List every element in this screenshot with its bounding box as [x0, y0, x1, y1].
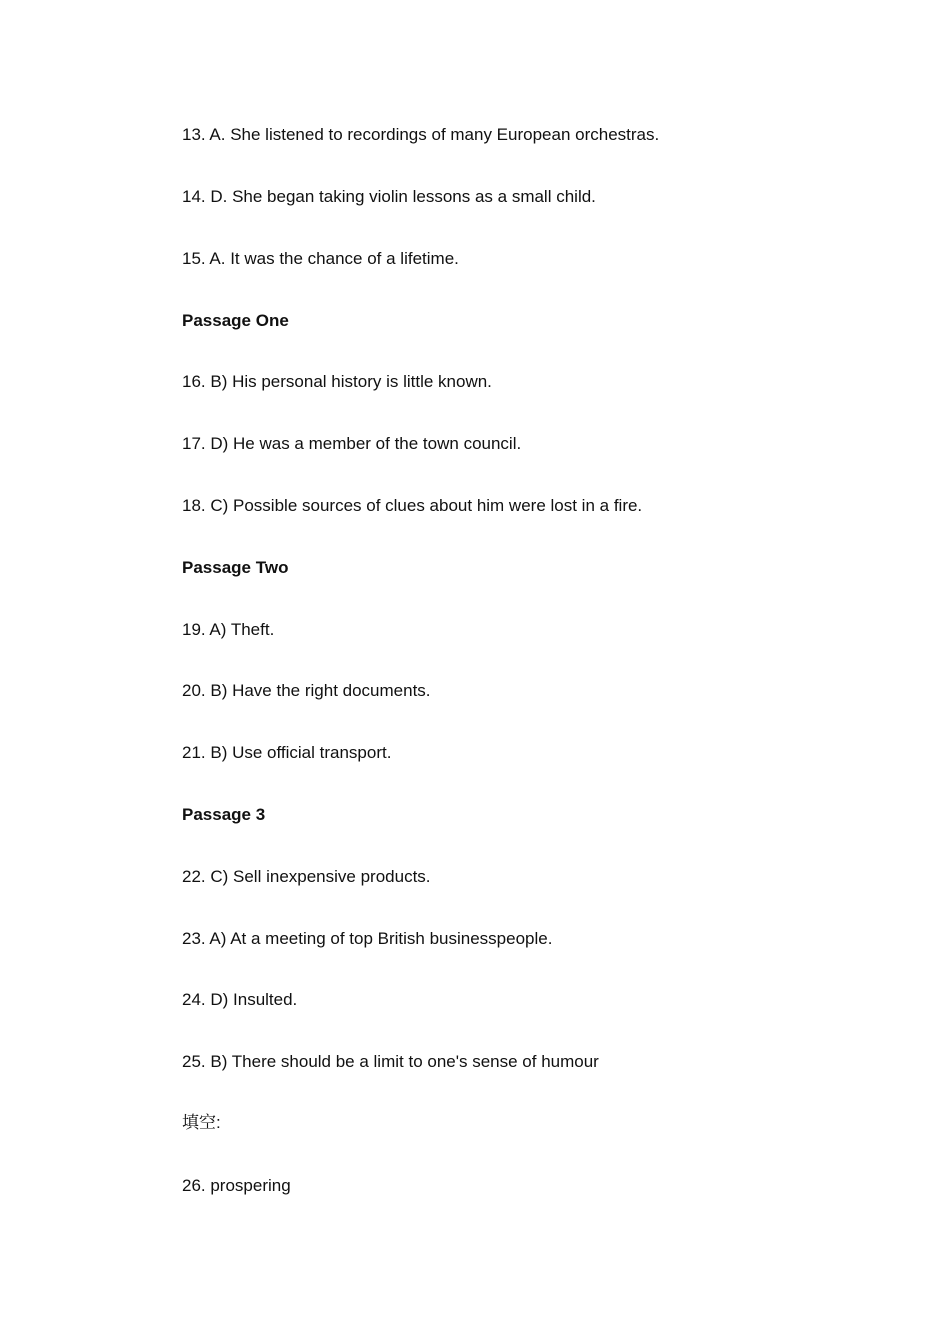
- answer-23: 23. A) At a meeting of top British businesspeople.: [182, 929, 553, 948]
- answer-19: 19. A) Theft.: [182, 620, 275, 639]
- fill-in-heading: 填空:: [182, 1113, 221, 1132]
- passage-two-heading: Passage Two: [182, 558, 289, 577]
- answer-25: 25. B) There should be a limit to one's sense of humour: [182, 1052, 599, 1071]
- answer-14: 14. D. She began taking violin lessons as a small child.: [182, 187, 596, 206]
- answer-24: 24. D) Insulted.: [182, 990, 298, 1009]
- answer-21: 21. B) Use official transport.: [182, 743, 392, 762]
- answer-13: 13. A. She listened to recordings of many European orchestras.: [182, 125, 660, 144]
- answer-18: 18. C) Possible sources of clues about him were lost in a fire.: [182, 496, 643, 515]
- answer-15: 15. A. It was the chance of a lifetime.: [182, 249, 459, 268]
- answer-20: 20. B) Have the right documents.: [182, 681, 431, 700]
- answer-26: 26. prospering: [182, 1176, 291, 1195]
- passage-one-heading: Passage One: [182, 311, 289, 330]
- answer-22: 22. C) Sell inexpensive products.: [182, 867, 431, 886]
- answer-16: 16. B) His personal history is little known.: [182, 372, 492, 391]
- passage-three-heading: Passage 3: [182, 805, 266, 824]
- answer-17: 17. D) He was a member of the town council.: [182, 434, 522, 453]
